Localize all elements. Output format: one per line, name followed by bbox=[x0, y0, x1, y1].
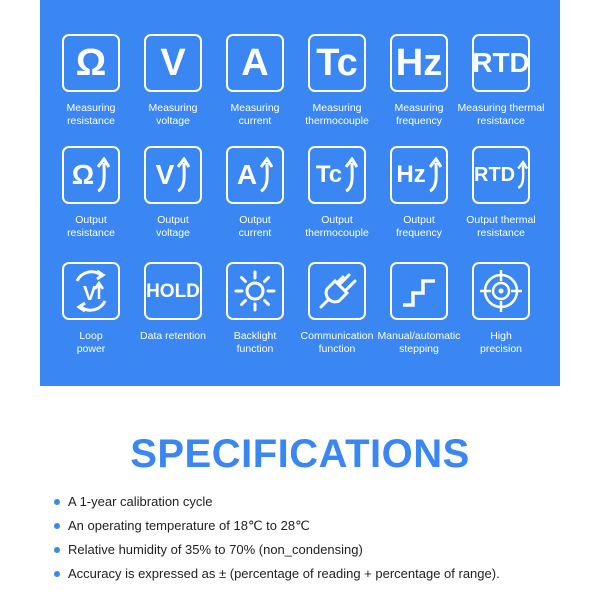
feature-data-retention bbox=[124, 262, 206, 372]
feature-backlight bbox=[206, 262, 288, 372]
output-omega-icon: Ω bbox=[62, 146, 120, 204]
feature-label: Backlight bbox=[233, 330, 277, 342]
feature-label: Measuring bbox=[312, 102, 362, 114]
feature-label: Loop bbox=[79, 330, 103, 342]
feature-label: Measuring bbox=[394, 102, 444, 114]
feature-output-current bbox=[206, 146, 288, 256]
feature-label: frequency bbox=[395, 115, 443, 127]
hold-icon: HOLD bbox=[144, 262, 202, 320]
output-current-icon: A bbox=[226, 146, 284, 204]
bullet-icon bbox=[54, 547, 60, 553]
feature-label: Manual/automatic bbox=[377, 330, 461, 342]
specifications-list bbox=[50, 494, 500, 590]
feature-label: Output thermal bbox=[466, 214, 536, 226]
feature-output-frequency bbox=[370, 146, 452, 256]
feature-label: voltage bbox=[156, 227, 190, 239]
feature-label: precision bbox=[479, 343, 523, 355]
feature-measuring-resistance bbox=[42, 34, 124, 144]
feature-communication bbox=[288, 262, 374, 372]
feature-output-thermocouple bbox=[288, 146, 370, 256]
feature-measuring-frequency bbox=[370, 34, 452, 144]
feature-label: Data retention bbox=[140, 330, 206, 342]
list-item: A 1-year calibration cycle bbox=[50, 494, 500, 518]
frequency-icon: Hz bbox=[390, 34, 448, 92]
feature-panel bbox=[40, 0, 560, 386]
feature-label: current bbox=[238, 227, 272, 239]
list-item: Accuracy is expressed as ± (percentage of reading + percentage of range). bbox=[50, 566, 500, 590]
feature-label: thermocouple bbox=[305, 115, 369, 127]
feature-measuring-rtd bbox=[452, 34, 545, 144]
list-item: Relative humidity of 35% to 70% (non_condensing) bbox=[50, 542, 500, 566]
feature-label: power bbox=[76, 343, 106, 355]
feature-label: Measuring thermal bbox=[457, 102, 545, 114]
feature-stepping bbox=[370, 262, 461, 372]
feature-label: Measuring bbox=[66, 102, 116, 114]
feature-label: resistance bbox=[477, 227, 525, 239]
feature-label: Output bbox=[157, 214, 189, 226]
feature-measuring-voltage bbox=[124, 34, 206, 144]
bullet-icon bbox=[54, 523, 60, 529]
stairs-icon bbox=[390, 262, 448, 320]
svg-text:V: V bbox=[83, 283, 97, 305]
feature-label: function bbox=[318, 343, 356, 355]
feature-label: function bbox=[236, 343, 274, 355]
output-thermocouple-icon: Tc bbox=[308, 146, 366, 204]
feature-output-rtd bbox=[452, 146, 534, 256]
bullet-icon bbox=[54, 571, 60, 577]
crosshair-icon bbox=[472, 262, 530, 320]
feature-label: Measuring bbox=[148, 102, 198, 114]
plug-icon bbox=[308, 262, 366, 320]
feature-label: Output bbox=[239, 214, 271, 226]
output-rtd-icon: RTD bbox=[472, 146, 530, 204]
feature-loop-power bbox=[42, 262, 124, 372]
feature-high-precision bbox=[452, 262, 534, 372]
feature-measuring-current bbox=[206, 34, 288, 144]
feature-label: thermocouple bbox=[305, 227, 369, 239]
feature-label: High bbox=[490, 330, 512, 342]
list-item: An operating temperature of 18℃ to 28℃ bbox=[50, 518, 500, 542]
feature-label: resistance bbox=[67, 227, 115, 239]
feature-label: resistance bbox=[67, 115, 115, 127]
thermocouple-icon: Tc bbox=[308, 34, 366, 92]
feature-label: stepping bbox=[399, 343, 439, 355]
feature-label: current bbox=[238, 115, 272, 127]
rtd-icon: RTD bbox=[472, 34, 530, 92]
output-frequency-icon: Hz bbox=[390, 146, 448, 204]
feature-label: Measuring bbox=[230, 102, 280, 114]
feature-label: Output bbox=[321, 214, 353, 226]
voltage-icon: V bbox=[144, 34, 202, 92]
feature-label: Output bbox=[403, 214, 435, 226]
loop-power-icon bbox=[62, 262, 120, 320]
feature-label: Output bbox=[75, 214, 107, 226]
feature-label: Communication bbox=[300, 330, 374, 342]
specifications-title: SPECIFICATIONS bbox=[130, 432, 470, 476]
sun-icon bbox=[226, 262, 284, 320]
output-voltage-icon: V bbox=[144, 146, 202, 204]
current-icon: A bbox=[226, 34, 284, 92]
feature-label: resistance bbox=[477, 115, 525, 127]
omega-icon: Ω bbox=[62, 34, 120, 92]
bullet-icon bbox=[54, 499, 60, 505]
feature-output-resistance bbox=[42, 146, 124, 256]
feature-label: voltage bbox=[156, 115, 190, 127]
feature-label: frequency bbox=[395, 227, 443, 239]
feature-measuring-thermocouple bbox=[288, 34, 370, 144]
feature-output-voltage bbox=[124, 146, 206, 256]
